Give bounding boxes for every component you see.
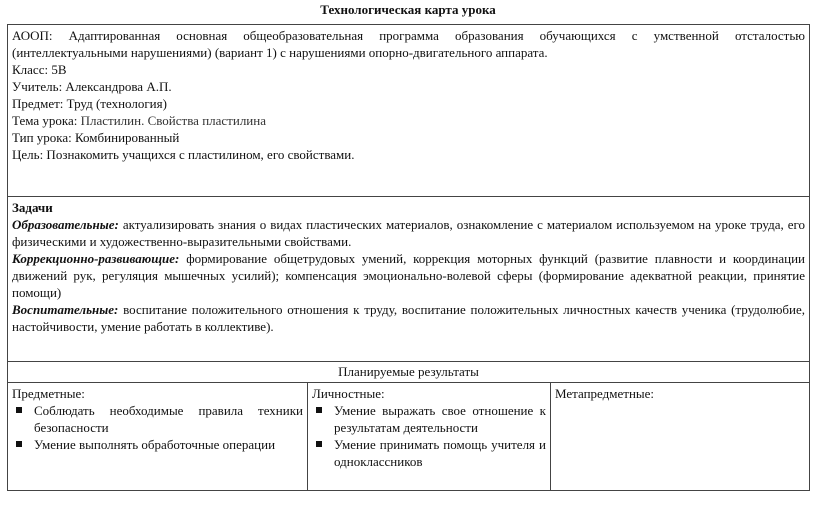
correctional-text: формирование общетрудовых умений, коррекция моторных функций (развитие плавности и координации движений рук, регуляция мышечных усилий); компенсация эмоционально-волевой сферы (формирование адекватной реакции, принятие помощи) (12, 251, 806, 300)
topic-value: Пластилин. Свойства пластилина (80, 113, 266, 128)
topic-label: Тема урока: (12, 113, 81, 128)
personal-results-label: Личностные: (312, 386, 385, 401)
list-item: Умение выражать свое отношение к результатам деятельности (312, 402, 546, 436)
subject-results-label: Предметные: (12, 386, 85, 401)
subject-text: Предмет: Труд (технология) (12, 96, 167, 111)
lesson-info-cell (8, 25, 810, 197)
subject-results-cell (8, 383, 308, 491)
upbringing-label: Воспитательные: (12, 302, 119, 317)
educational-text: актуализировать знания о видах пластических материалов, ознакомление с материалом используемом на уроке труда, его физическими и художественно-выразительными свойствами. (12, 217, 806, 249)
upbringing-task (12, 301, 805, 335)
correctional-label: Коррекционно-развивающие: (12, 251, 180, 266)
list-item: Соблюдать необходимые правила техники безопасности (12, 402, 303, 436)
list-item: Умение выполнять обработочные операции (12, 436, 303, 453)
tasks-header: Задачи (12, 200, 53, 215)
correctional-task (12, 250, 805, 301)
teacher-text: Учитель: Александрова А.П. (12, 79, 172, 94)
list-item: Умение принимать помощь учителя и одноклассников (312, 436, 546, 470)
educational-task (12, 216, 805, 250)
meta-results-label: Метапредметные: (555, 386, 655, 401)
document-title: Технологическая карта урока (320, 2, 496, 17)
personal-results-cell (308, 383, 551, 491)
aoop-text: АООП: Адаптированная основная общеобразовательная программа образования обучающихся с умственной отсталостью (интеллектуальными нарушениями) (вариант 1) с нарушениями опорно-двигательного аппарата. (12, 28, 806, 60)
topic-line (12, 112, 805, 129)
meta-results-cell (551, 383, 810, 491)
subject-results-list (12, 402, 303, 453)
upbringing-text: воспитание положительного отношения к труду, воспитание положительных личностных качеств ученика (трудолюбие, настойчивости, умение работать в коллективе). (12, 302, 806, 334)
results-header: Планируемые результаты (8, 362, 810, 383)
class-text: Класс: 5В (12, 62, 67, 77)
educational-label: Образовательные: (12, 217, 119, 232)
tasks-cell (8, 197, 810, 362)
lesson-table (7, 24, 810, 491)
goal-text: Цель: Познакомить учащихся с пластилином, его свойствами. (12, 147, 355, 162)
personal-results-list (312, 402, 546, 470)
lesson-type-text: Тип урока: Комбинированный (12, 130, 180, 145)
